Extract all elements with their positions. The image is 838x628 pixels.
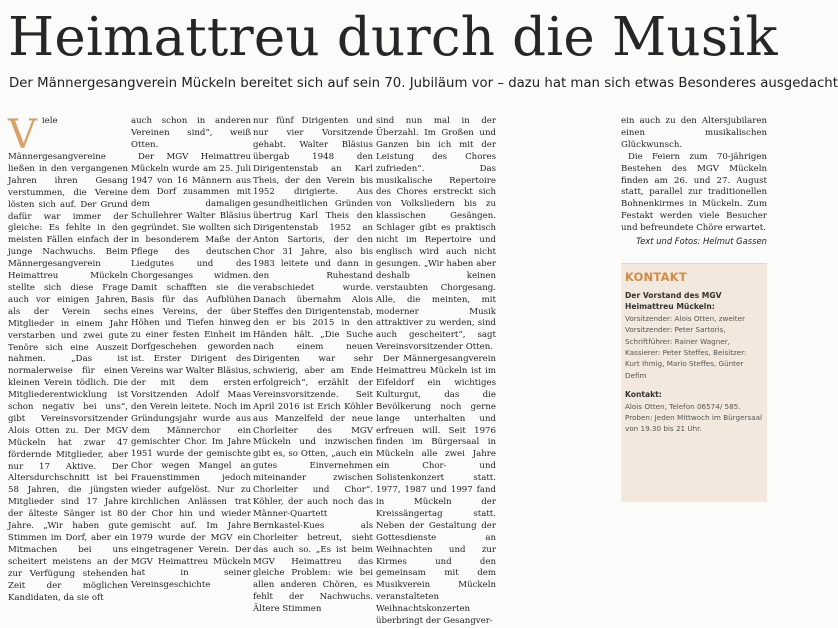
- drop-cap: V: [8, 112, 37, 158]
- article-subheadline: Der Männergesangverein Mückeln bereitet sich auf sein 70. Jubiläum vor – dazu hat man sich etwas Besonderes ausgedacht: [9, 76, 838, 91]
- article-paragraph: Der Männergesangverein Heimattreu Mückeln ist im Eifeldorf ein wichtiges Kulturgut, das die Bevölkerung noch gerne lange unterhalten und erfreuen will. Seit 1976 finden im Bürgersaal in Mückeln alle zwei Jahre ein Chor- und Solistenkonzert statt. 1977, 1987 und 1997 fand in Mückeln der Kreissängertag statt. Neben der Gestaltung der Gottesdienste an Weihnachten und zur Kirmes und den gemeinsam mit dem Musikverein Mückeln veranstalteten Weihnachtskonzerten überbringt der Gesangver-: [376, 354, 496, 627]
- article-column-3: [253, 116, 373, 615]
- article-paragraph: auch schon in anderen Vereinen sind“, weiß Otten.: [131, 116, 251, 150]
- kontakt-box: [621, 263, 767, 502]
- kontakt-contact-details: Alois Otten, Telefon 06574/ 585. Proben: Jeden Mittwoch im Bürgersaal von 19.30 bis 21 Uhr.: [625, 401, 763, 434]
- article-column-4: [376, 116, 496, 627]
- kontakt-board-heading: Der Vorstand des MGV Heimattreu Mückeln:: [625, 291, 722, 312]
- article-paragraph: Die Feiern zum 70-jährigen Bestehen des MGV Mückeln finden am 26. und 27. August statt, parallel zur traditionellen Bohnenkirmes in Mückeln. Zum Festakt werden viele Besucher und befreundete Chöre erwartet.: [621, 151, 767, 234]
- article-paragraph: ein auch zu den Altersjubilaren einen musikalischen Glückwunsch.: [621, 116, 767, 150]
- kontakt-contact-heading: Kontakt:: [625, 390, 662, 400]
- article-paragraph: nur fünf Dirigenten und nur vier Vorsitzende gehabt. Walter Bläsius übergab 1948 den Dirigentenstab an Karl Theis, der den Verein bis 1952 dirigierte. Aus gesundheitlichen Gründen übertrug Karl Theis den Dirigentenstab 1952 an Anton Sartoris, der den Chor 31 Jahre, also bis 1983 leitete und dann in den Ruhestand verabschiedet wurde. Danach übernahm Alois Steffes den Dirigentenstab, den er bis 2015 in den Händen hält. „Die Suche nach einem neuen Dirigenten war sehr schwierig, aber am Ende erfolgreich“, erzählt der Vereinsvorsitzende. Seit April 2016 ist Erich Köhler aus Manzelfeld der neue Chorleiter des MGV Mückeln und inzwischen gibt es, so Otten, „auch ein gutes Einvernehmen miteinander zwischen Chorleiter und Chor“. Köhler, der auch noch das Männer-Quartett Bernkastel-Kues als Chorleiter betreut, sieht das auch so. „Es ist beim MGV Heimattreu das gleiche Problem: wie bei allen anderen Chören, es fehlt der Nachwuchs. Ältere Stimmen: [253, 116, 373, 615]
- kontakt-board-list: Vorsitzender: Alois Otten, zweiter Vorsitzender: Peter Sartoris, Schriftführer: Rainer Wagner, Kassierer: Peter Steffes, Beisitzer: Kurt Ihmig, Mario Steffes, Günter Defim: [625, 313, 747, 380]
- article-column-2: [131, 116, 251, 591]
- article-column-5: [621, 116, 767, 256]
- photo-credit: Text und Fotos: Helmut Gassen: [636, 236, 767, 247]
- article-column-1: [8, 112, 128, 603]
- article-paragraph: Viele Männergesangvereine ließen in den vergangenen Jahren ihren Gesang verstummen, die Vereine lösten sich auf. Der Grund dafür war immer der gleiche: Es fehlte in den meisten Fällen einfach der junge Nachwuchs. Beim Männergesangverein Heimattreu Mückeln stellte sich diese Frage auch vor einigen Jahren, als der Verein sechs Mitglieder in einem Jahr verstarben und zwei gute Tenöre sich eine Auszeit nahmen. „Das ist normalerweise für einen kleinen Verein tödlich. Die Mitgliederentwicklung ist schon negativ bei uns“, gibt Vereinsvorsitzender Alois Otten zu. Der MGV Mückeln hat zwar 47 fördernde Mitglieder, aber nur 17 Aktive. Der Altersdurchschnitt ist bei 58 Jahren, die jüngsten Mitglieder sind 17 Jahre der älteste Sänger ist 80 Jahre. „Wir haben gute Stimmen im Dorf, aber ein Mitmachen bei uns scheitert meistens an der zur Verfügung stehenden Zeit der möglichen Kandidaten, da sie oft: [8, 112, 128, 603]
- kontakt-title: KONTAKT: [625, 270, 687, 284]
- article-paragraph: Der MGV Heimattreu Mückeln wurde am 25. Juli 1947 von 16 Männern aus dem Dorf zusammen mit dem damaligen Schullehrer Walter Bläsius gegründet. Sie wollten sich in besonderem Maße der Pflege des deutschen Liedgutes und des Chorgesanges widmen. Damit schafften sie die Basis für das Aufblühen eines Vereins, der über Höhen und Tiefen hinweg zu einer festen Einheit im Dorfgeschehen geworden ist. Erster Dirigent des Vereins war Walter Bläsius, der mit dem ersten Vorsitzenden Adolf Maas den Verein leitete. Noch im Gründungsjahr wurde aus dem Männerchor ein gemischter Chor. Im Jahre 1951 wurde der gemischte Chor wegen Mangel an Frauenstimmen jedoch wieder aufgelöst. Nur zu kirchlichen Anlässen trat der Chor hin und wieder gemischt auf. Im Jahre 1979 wurde der MGV ein eingetragener Verein. Der MGV Heimattreu Mückeln hat in seiner Vereinsgeschichte: [131, 151, 251, 591]
- article-paragraph: sind nun mal in der Überzahl. Im Großen und Ganzen bin ich mit der Leistung des Chores zufrieden“. Das musikalische Repertoire des Chores erstreckt sich von Volksliedern bis zu klassischen Gesängen. Schlager gibt es praktisch nicht im Repertoire und englisch wird auch nicht gesungen. „Wir haben aber deshalb keinen verstaubten Chorgesang. Alle, die meinten, mit moderner Musik attraktiver zu werden, sind auch gescheitert“, sagt Vereinsvorsitzender Otten.: [376, 116, 496, 353]
- article-headline: Heimattreu durch die Musik: [8, 7, 778, 68]
